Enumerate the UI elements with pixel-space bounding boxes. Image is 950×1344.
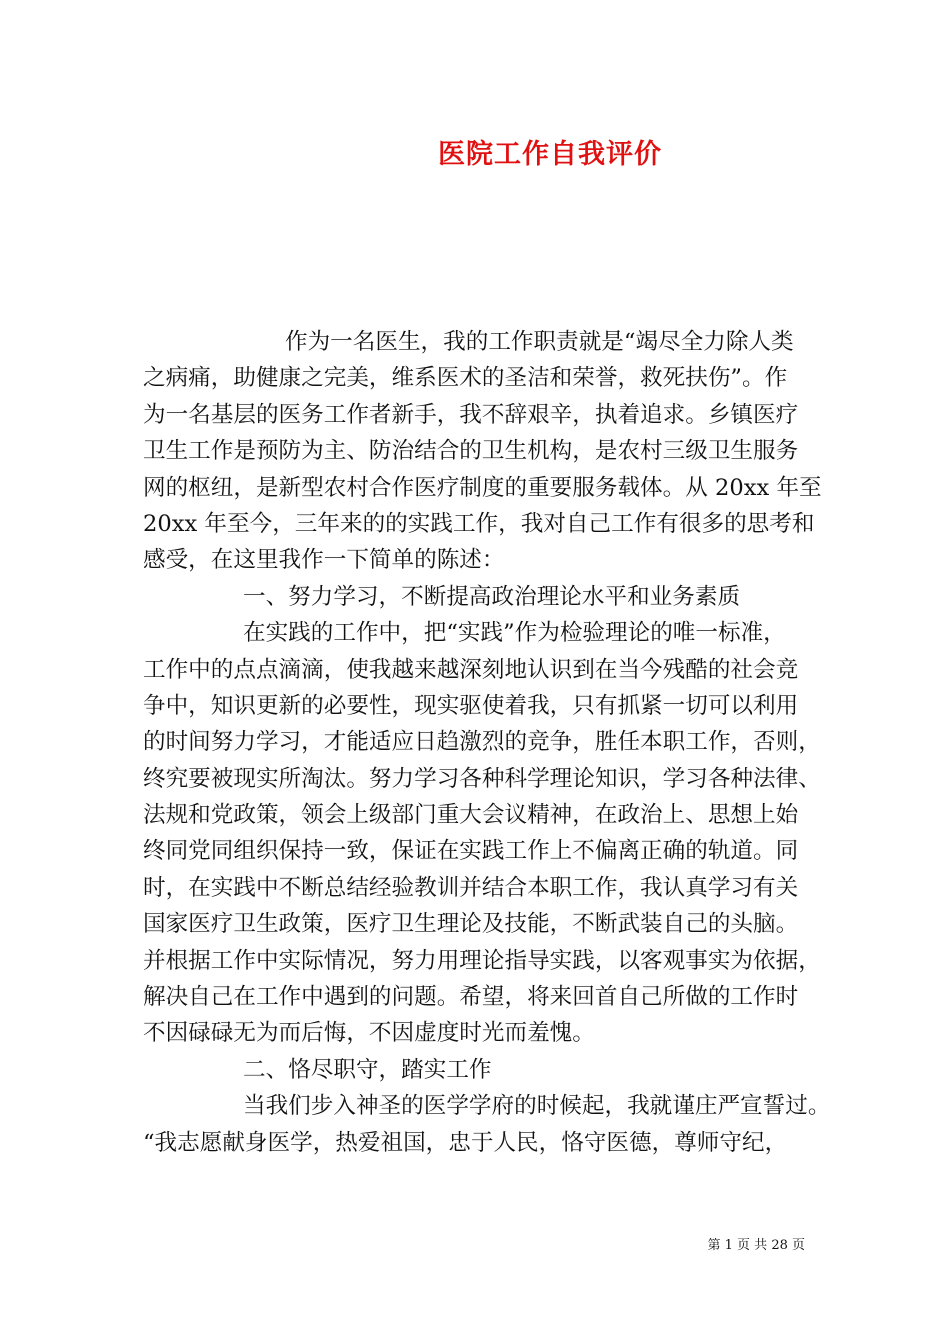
text-line: 的时间努力学习，才能适应日趋激烈的竞争，胜任本职工作，否则， xyxy=(143,729,821,756)
text-line: 在实践的工作中，把“实践”作为检验理论的唯一标准， xyxy=(243,620,786,647)
text-line: “我志愿献身医学，热爱祖国，忠于人民，恪守医德，尊师守纪， xyxy=(143,1129,788,1156)
text-line: 争中，知识更新的必要性，现实驱使着我，只有抓紧一切可以利用 xyxy=(143,692,799,719)
text-line: 二、恪尽职守，踏实工作 xyxy=(243,1056,492,1083)
text-line: 终同党同组织保持一致，保证在实践工作上不偏离正确的轨道。同 xyxy=(143,838,799,865)
text-line: 终究要被现实所淘汰。努力学习各种科学理论知识，学习各种法律、 xyxy=(143,765,821,792)
text-line: 时，在实践中不断总结经验教训并结合本职工作，我认真学习有关 xyxy=(143,874,799,901)
text-line: 之病痛，助健康之完美，维系医术的圣洁和荣誉，救死扶伤”。作 xyxy=(143,365,788,392)
document-title: 医院工作自我评价 xyxy=(438,139,662,170)
document-body xyxy=(143,324,831,1161)
text-line: 不因碌碌无为而后悔，不因虚度时光而羞愧。 xyxy=(143,1020,595,1047)
text-line: 并根据工作中实际情况，努力用理论指导实践，以客观事实为依据， xyxy=(143,947,821,974)
text-line: 20xx 年至今，三年来的的实践工作，我对自己工作有很多的思考和 xyxy=(143,510,815,537)
text-line: 国家医疗卫生政策，医疗卫生理论及技能，不断武装自己的头脑。 xyxy=(143,911,799,938)
text-line: 网的枢纽，是新型农村合作医疗制度的重要服务载体。从 20xx 年至 xyxy=(143,474,822,501)
text-line: 法规和党政策，领会上级部门重大会议精神，在政治上、思想上始 xyxy=(143,802,799,829)
text-line: 解决自己在工作中遇到的问题。希望，将来回首自己所做的工作时 xyxy=(143,984,799,1011)
text-line: 作为一名医生，我的工作职责就是“竭尽全力除人类 xyxy=(285,329,794,355)
page-footer: 第 1 页 共 28 页 xyxy=(707,1238,805,1253)
text-line: 感受，在这里我作一下简单的陈述： xyxy=(143,547,505,574)
text-line: 当我们步入神圣的医学学府的时候起，我就谨庄严宣誓过。 xyxy=(243,1093,831,1120)
text-line: 一、努力学习，不断提高政治理论水平和业务素质 xyxy=(243,583,741,610)
text-line: 工作中的点点滴滴，使我越来越深刻地认识到在当今残酷的社会竞 xyxy=(143,656,799,683)
text-line: 为一名基层的医务工作者新手，我不辞艰辛，执着追求。乡镇医疗 xyxy=(143,401,799,428)
text-line: 卫生工作是预防为主、防治结合的卫生机构，是农村三级卫生服务 xyxy=(143,438,799,465)
